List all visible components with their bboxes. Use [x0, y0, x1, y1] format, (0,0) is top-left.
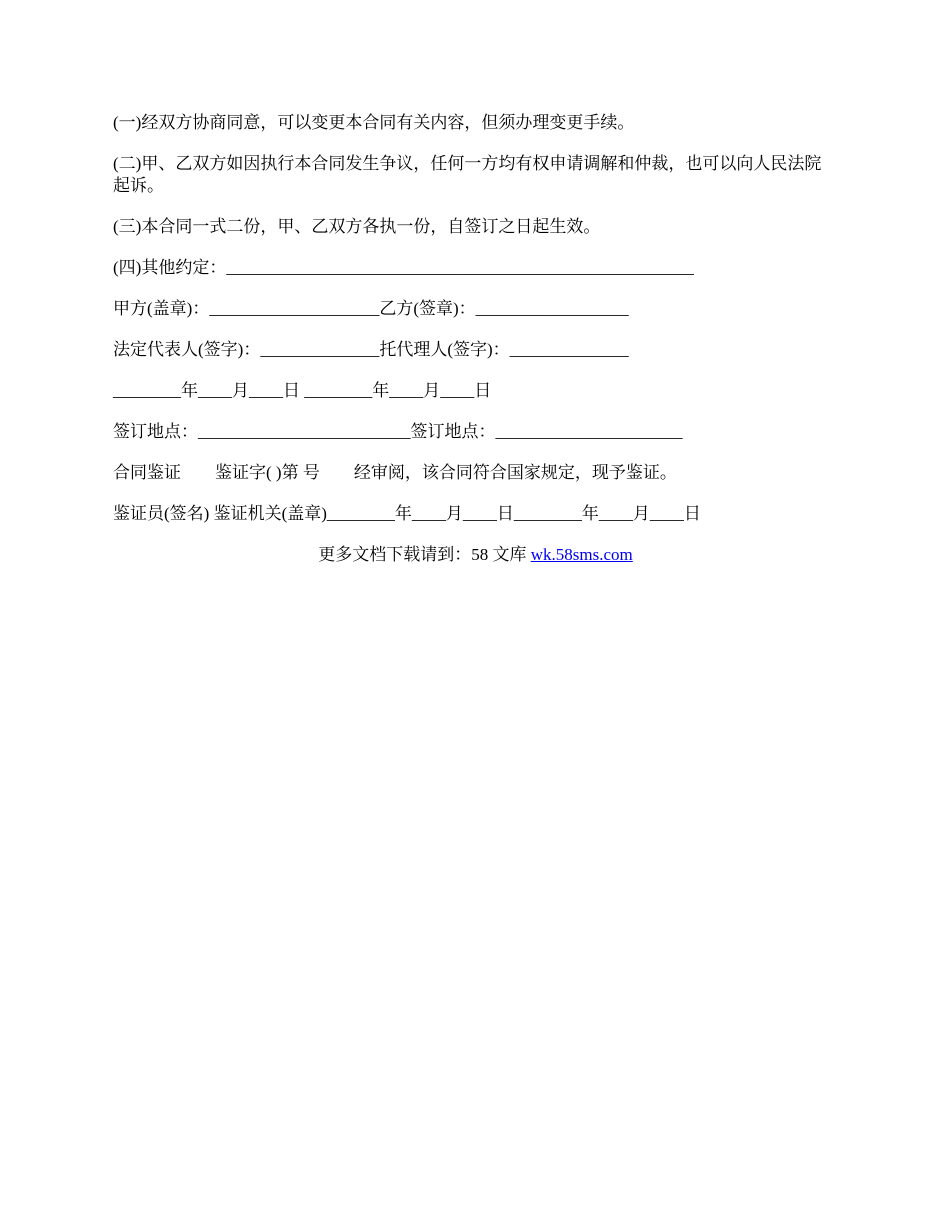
clause-1: (一)经双方协商同意，可以变更本合同有关内容，但须办理变更手续。: [113, 113, 635, 132]
footer-link[interactable]: wk.58sms.com: [530, 545, 633, 564]
representative-signature-line: 法定代表人(签字)：______________托代理人(签字)：______________: [113, 340, 629, 359]
clause-3: (三)本合同一式二份，甲、乙双方各执一份，自签订之日起生效。: [113, 217, 601, 236]
clause-4-other-agreement: (四)其他约定：_______________________________________________________: [113, 258, 694, 277]
footer-text: 更多文档下载请到：58 文库: [318, 545, 531, 564]
party-seal-line: 甲方(盖章)：____________________乙方(签章)：__________________: [113, 299, 629, 318]
date-line: ________年____月____日 ________年____月____日: [113, 381, 492, 400]
verifier-signature-line: 鉴证员(签名) 鉴证机关(盖章)________年____月____日________年____月____日: [113, 504, 701, 523]
download-footer: [113, 544, 838, 566]
clause-2: (二)甲、乙双方如因执行本合同发生争议，任何一方均有权申请调解和仲裁，也可以向人民法院起诉。: [113, 154, 822, 195]
document-body: [113, 112, 838, 566]
signing-location-line: 签订地点：_________________________签订地点：______________________: [113, 422, 683, 441]
contract-verification-line: 合同鉴证 鉴证字( )第 号 经审阅，该合同符合国家规定，现予鉴证。: [113, 463, 677, 482]
